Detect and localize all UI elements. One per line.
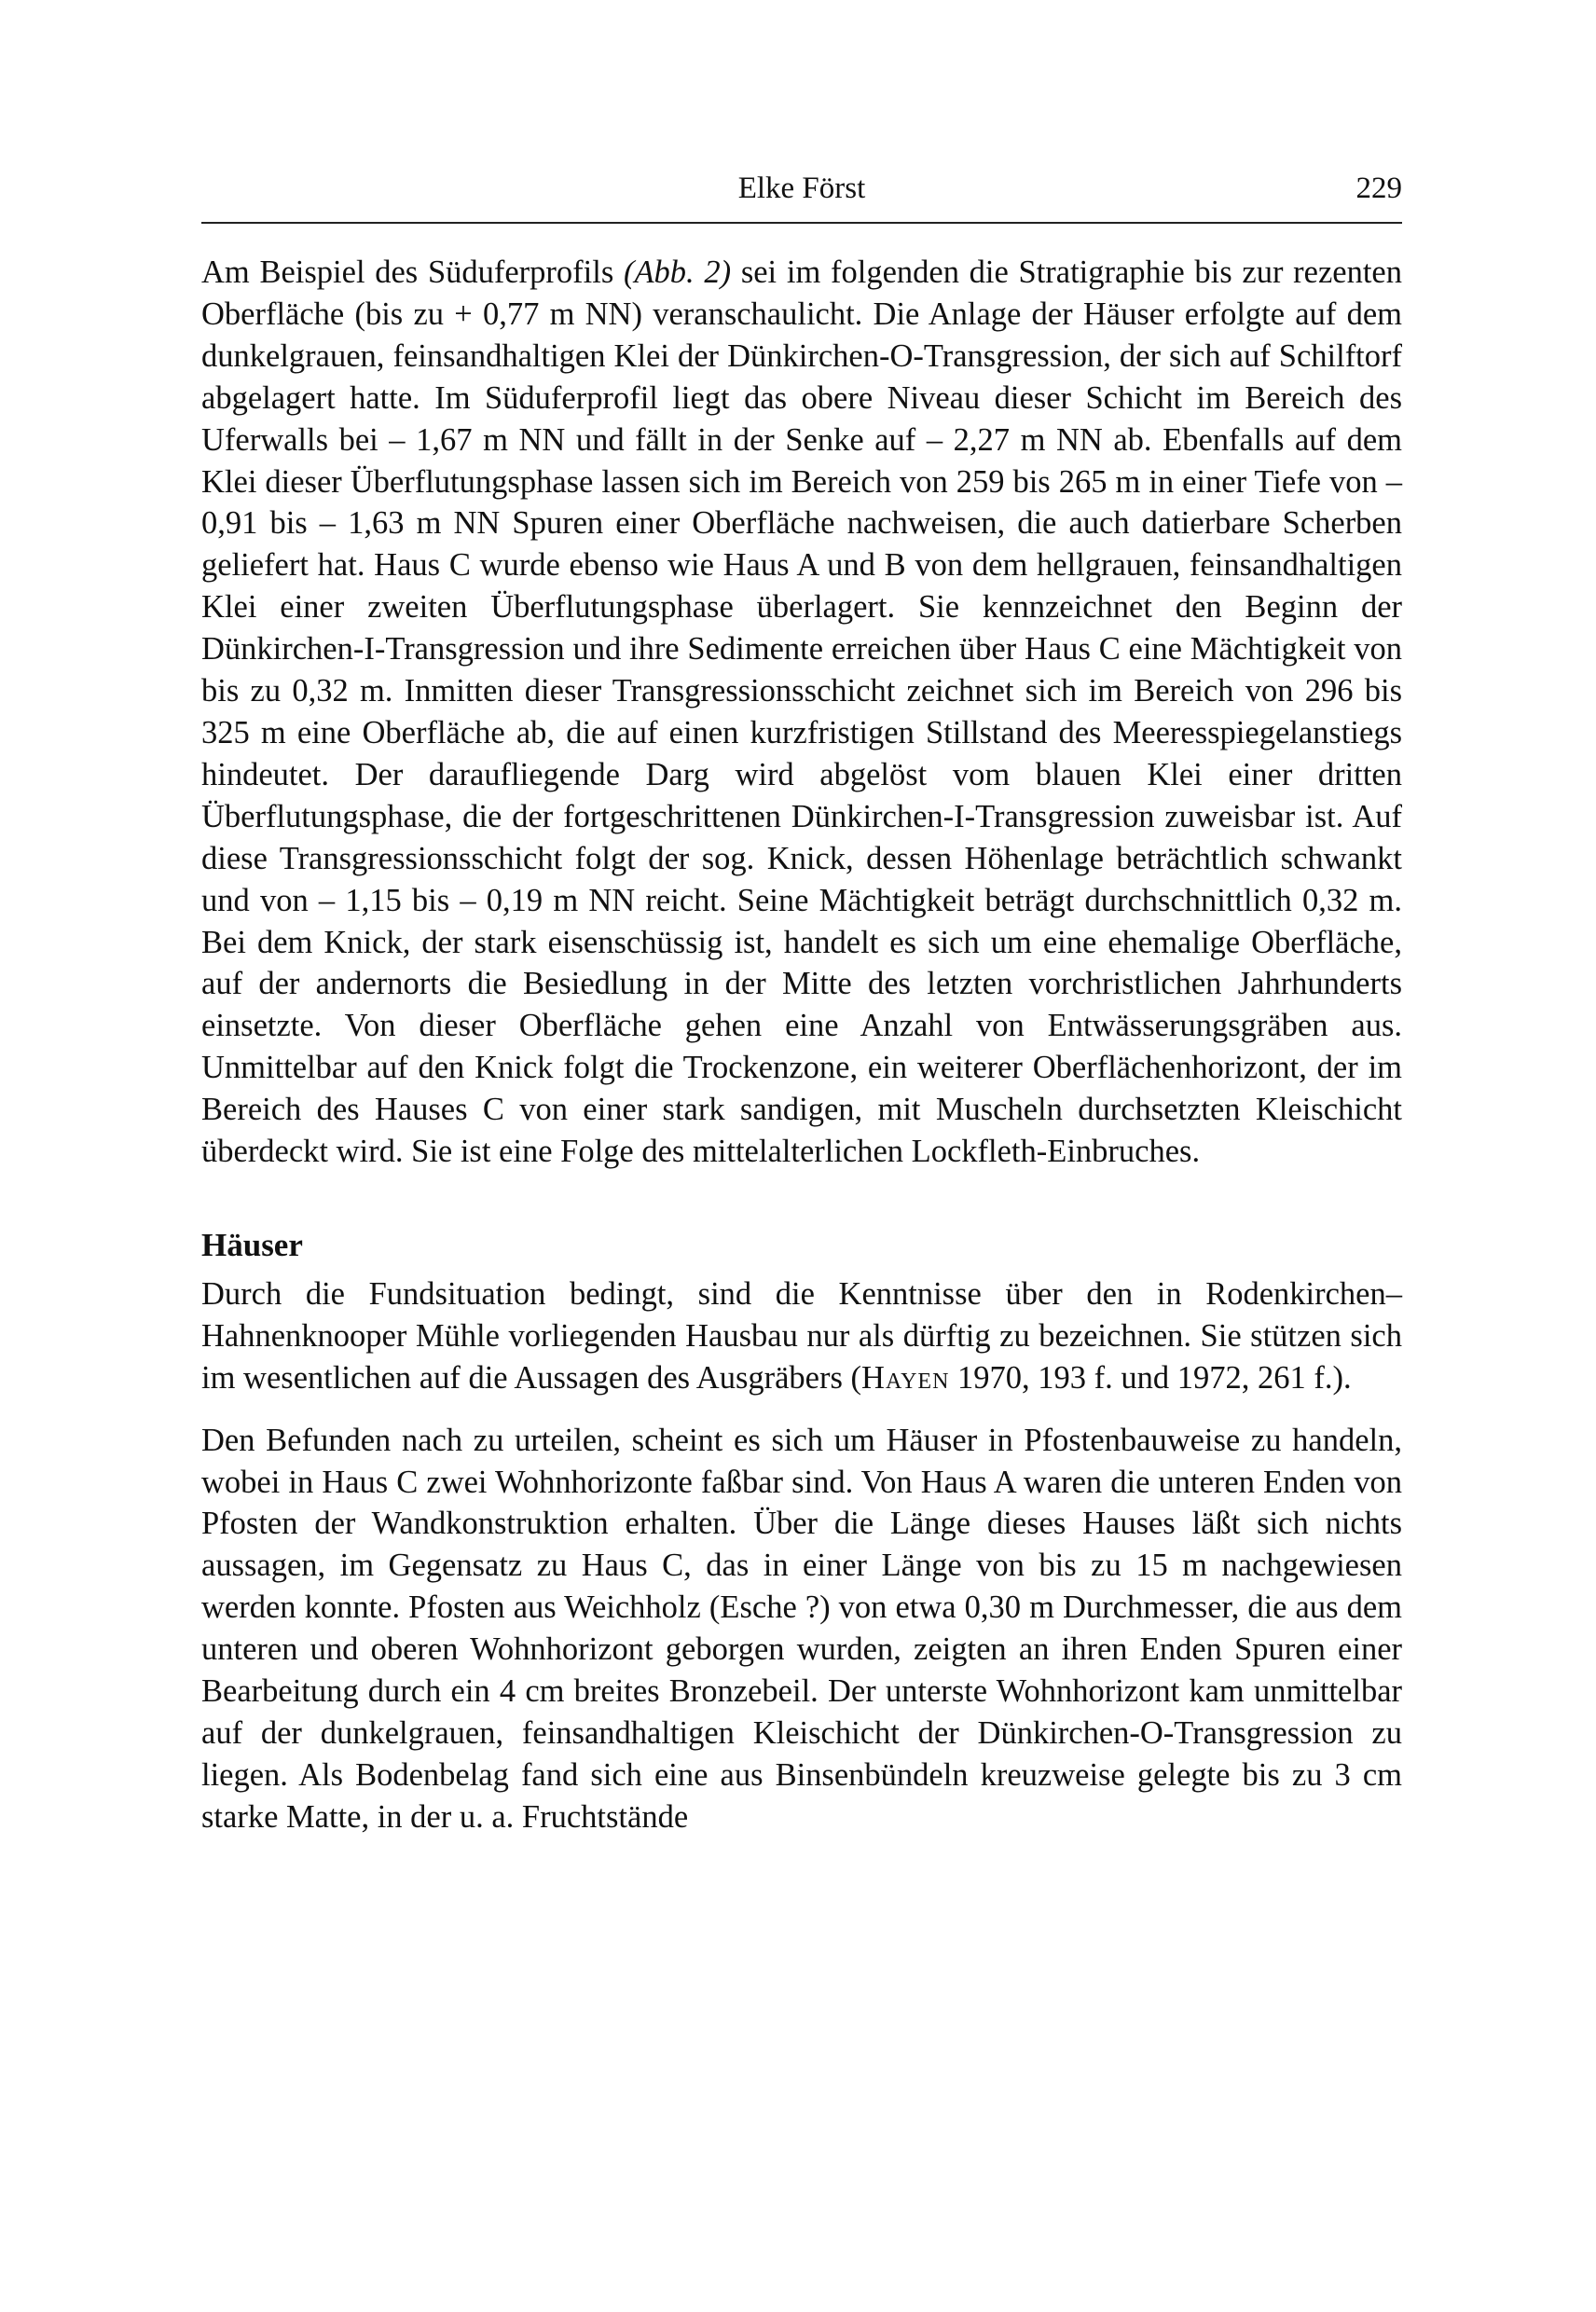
figure-reference: (Abb. 2) xyxy=(623,255,732,290)
section-heading: Häuser xyxy=(201,1226,303,1263)
paragraph-sources xyxy=(201,1273,1402,1399)
running-head xyxy=(201,166,1402,211)
paragraph-stratigraphy xyxy=(201,252,1402,1173)
paragraph-text: Durch die Fundsituation bedingt, sind die Kenntnisse über den in Rodenkirchen–Hahnenknooper Mühle vorliegenden Hausbau nur als dürftig zu bezeichnen. Sie stützen sich im wesentlichen auf die Aussagen des Ausgräbers ( xyxy=(201,1275,1402,1396)
cited-author: Hayen xyxy=(861,1359,950,1396)
paragraph-text: 1970, 193 f. und 1972, 261 f.). xyxy=(949,1359,1352,1396)
running-head-author: Elke Först xyxy=(737,172,866,205)
header-rule xyxy=(201,222,1402,224)
paragraph-findings: Den Befunden nach zu urteilen, scheint es sich um Häuser in Pfostenbauweise zu handeln, wobei in Haus C zwei Wohnhorizonte faßbar sind. Von Haus A waren die unteren Enden von Pfosten der Wandkonstruktion erhalten. Über die Länge dieses Hauses läßt sich nichts aussagen, im Gegensatz zu Haus C, das in einer Länge von bis zu 15 m nachgewiesen werden konnte. Pfosten aus Weichholz (Esche ?) von etwa 0,30 m Durchmesser, die aus dem unteren und oberen Wohnhorizont geborgen wurden, zeigten an ihren Enden Spuren einer Bearbeitung durch ein 4 cm breites Bronzebeil. Der unterste Wohnhorizont kam unmittelbar auf der dunkelgrauen, feinsandhaltigen Kleischicht der Dünkirchen-O-Transgression zu liegen. Als Bodenbelag fand sich eine aus Binsenbündeln kreuzweise gelegte bis zu 3 cm starke Matte, in der u. a. Fruchtstände xyxy=(201,1422,1402,1835)
page-number: 229 xyxy=(1355,172,1402,205)
paragraph-text: sei im folgenden die Stratigraphie bis zur rezenten Oberfläche (bis zu + 0,77 m NN) veranschaulicht. Die Anlage der Häuser erfolgte auf dem dunkelgrauen, feinsandhaltigen Klei der Dünkirchen-O-Transgression, der sich auf Schilftorf abgelagert hatte. Im Süduferprofil liegt das obere Niveau dieser Schicht im Bereich des Uferwalls bei – 1,67 m NN und fällt in der Senke auf – 2,27 m NN ab. Ebenfalls auf dem Klei dieser Überflutungsphase lassen sich im Bereich von 259 bis 265 m in einer Tiefe von – 0,91 bis – 1,63 m NN Spuren einer Oberfläche nachweisen, die auch datierbare Scherben geliefert hat. Haus C wurde ebenso wie Haus A und B von dem hellgrauen, feinsandhaltigen Klei einer zweiten Überflutungsphase überlagert. Sie kennzeichnet den Beginn der Dünkirchen-I-Transgression und ihre Sedimente erreichen über Haus C eine Mächtigkeit von bis zu 0,32 m. Inmitten dieser Transgressionsschicht zeichnet sich im Bereich von 296 bis 325 m eine Oberfläche ab, die auf einen kurzfristigen Stillstand des Meeresspiegelanstiegs hindeutet. Der daraufliegende Darg wird abgelöst vom blauen Klei einer dritten Überflutungsphase, die der fortgeschrittenen Dünkirchen-I-Transgression zuweisbar ist. Auf diese Transgressionsschicht folgt der sog. Knick, dessen Höhenlage beträchtlich schwankt und von – 1,15 bis – 0,19 m NN reicht. Seine Mächtigkeit beträgt durchschnittlich 0,32 m. Bei dem Knick, der stark eisenschüssig ist, handelt es sich um eine ehemalige Oberfläche, auf der andernorts die Besiedlung in der Mitte des letzten vorchristlichen Jahrhunderts einsetzte. Von dieser Oberfläche gehen eine Anzahl von Entwässerungsgräben aus. Unmittelbar auf den Knick folgt die Trockenzone, ein weiterer Oberflächenhorizont, der im Bereich des Hauses C von einer stark sandigen, mit Muscheln durchsetzten Kleischicht überdeckt wird. Sie ist eine Folge des mittelalterlichen Lockfleth-Einbruches. xyxy=(201,255,1402,1170)
body-text xyxy=(201,252,1402,1838)
paragraph-text: Am Beispiel des Süduferprofils xyxy=(201,255,624,290)
